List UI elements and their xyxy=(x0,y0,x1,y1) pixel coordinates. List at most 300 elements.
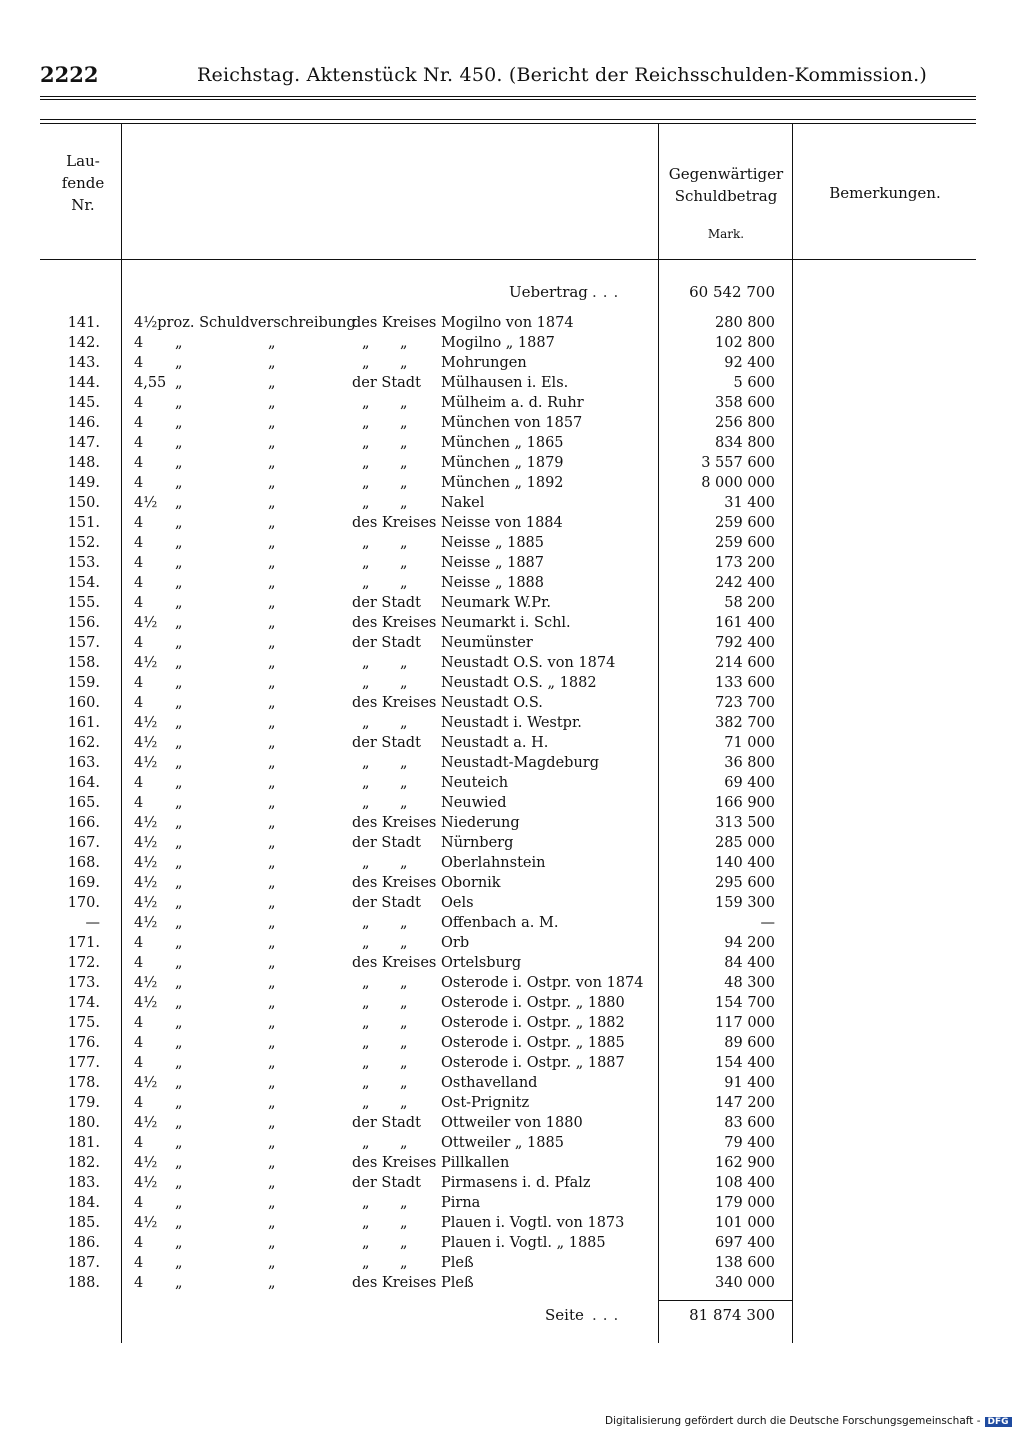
issuer-place: Neuteich xyxy=(441,775,509,791)
row-number: 162. xyxy=(67,735,100,751)
table-row xyxy=(0,553,1000,573)
ditto-mark: „ xyxy=(400,855,408,871)
ditto-mark: „ xyxy=(175,1015,183,1031)
ditto-mark: „ xyxy=(362,1015,370,1031)
ditto-mark: „ xyxy=(400,935,408,951)
ditto-mark: „ xyxy=(175,915,183,931)
ditto-mark: „ xyxy=(268,755,276,771)
issuer-place: Neisse „ 1885 xyxy=(441,535,545,551)
table-top-rule xyxy=(40,119,976,120)
table-row xyxy=(0,1253,1000,1273)
row-number: 181. xyxy=(67,1135,100,1151)
table-row xyxy=(0,733,1000,753)
interest-rate: 4½ xyxy=(134,715,158,731)
interest-rate: 4½ xyxy=(134,1155,158,1171)
leader-dots: ... xyxy=(592,283,625,301)
ditto-mark: „ xyxy=(175,395,183,411)
row-number: 143. xyxy=(67,355,100,371)
issuer-place: Pleß xyxy=(441,1255,474,1271)
table-row xyxy=(0,1213,1000,1233)
interest-rate: 4½ xyxy=(134,1175,158,1191)
issuer-place: Osterode i. Ostpr. „ 1885 xyxy=(441,1035,625,1051)
page-total-label: Seite xyxy=(545,1306,584,1324)
ditto-mark: „ xyxy=(175,355,183,371)
interest-rate: 4 xyxy=(134,1235,144,1251)
ditto-mark: „ xyxy=(362,775,370,791)
nr-header-line2: fende xyxy=(61,174,105,192)
ditto-mark: „ xyxy=(268,1255,276,1271)
ditto-mark: „ xyxy=(175,535,183,551)
ditto-mark: „ xyxy=(175,455,183,471)
row-number: 151. xyxy=(67,515,100,531)
row-number: 165. xyxy=(67,795,100,811)
debt-amount: 285 000 xyxy=(715,835,775,851)
table-row xyxy=(0,993,1000,1013)
column-header-nr xyxy=(48,150,118,216)
ditto-mark: „ xyxy=(268,595,276,611)
ditto-mark: „ xyxy=(268,1175,276,1191)
row-number: 183. xyxy=(67,1175,100,1191)
row-number: 154. xyxy=(67,575,100,591)
ditto-mark: „ xyxy=(400,435,408,451)
debt-amount: 69 400 xyxy=(724,775,775,791)
table-row xyxy=(0,753,1000,773)
column-header-remarks: Bemerkungen. xyxy=(829,184,941,202)
issuer-place: Orb xyxy=(441,935,470,951)
issuer-place: Pirmasens i. d. Pfalz xyxy=(441,1175,591,1191)
ditto-mark: „ xyxy=(175,495,183,511)
running-header xyxy=(0,62,1000,92)
interest-rate: 4 xyxy=(134,475,144,491)
ditto-mark: „ xyxy=(175,875,183,891)
ditto-mark: „ xyxy=(362,1075,370,1091)
ditto-mark: „ xyxy=(362,935,370,951)
row-number: 141. xyxy=(67,315,100,331)
table-row xyxy=(0,793,1000,813)
row-number: 153. xyxy=(67,555,100,571)
debt-amount: 259 600 xyxy=(715,535,775,551)
ditto-mark: „ xyxy=(400,775,408,791)
issuer-kind: des Kreises xyxy=(352,815,437,831)
issuer-place: Nürnberg xyxy=(441,835,514,851)
ditto-mark: „ xyxy=(268,735,276,751)
ditto-mark: „ xyxy=(362,655,370,671)
ditto-mark: „ xyxy=(268,915,276,931)
debt-amount: 58 200 xyxy=(724,595,775,611)
ditto-mark: „ xyxy=(362,1215,370,1231)
issuer-kind: der Stadt xyxy=(352,595,421,611)
interest-rate: 4 xyxy=(134,935,144,951)
debt-amount: 92 400 xyxy=(724,355,775,371)
ditto-mark: „ xyxy=(175,1035,183,1051)
row-number: 188. xyxy=(67,1275,100,1291)
ditto-mark: „ xyxy=(362,435,370,451)
ditto-mark: „ xyxy=(268,835,276,851)
interest-rate: 4½ xyxy=(134,1075,158,1091)
ditto-mark: „ xyxy=(268,1095,276,1111)
ditto-mark: „ xyxy=(175,1135,183,1151)
ditto-mark: „ xyxy=(400,755,408,771)
issuer-place: Pleß xyxy=(441,1275,474,1291)
issuer-kind: des Kreises xyxy=(352,1155,437,1171)
ditto-mark: „ xyxy=(175,1235,183,1251)
ditto-mark: „ xyxy=(175,375,183,391)
interest-rate: 4 xyxy=(134,955,144,971)
interest-rate: 4½ xyxy=(134,975,158,991)
debt-amount: 214 600 xyxy=(715,655,775,671)
issuer-place: Ost-Prignitz xyxy=(441,1095,530,1111)
debt-amount: 133 600 xyxy=(715,675,775,691)
interest-rate: 4½ xyxy=(134,895,158,911)
debt-amount: 94 200 xyxy=(724,935,775,951)
table-row xyxy=(0,713,1000,733)
issuer-kind: der Stadt xyxy=(352,635,421,651)
issuer-place: Neustadt O.S. xyxy=(441,695,543,711)
table-row xyxy=(0,673,1000,693)
issuer-place: Nakel xyxy=(441,495,485,511)
interest-rate: 4 xyxy=(134,775,144,791)
issuer-place: Osterode i. Ostpr. „ 1882 xyxy=(441,1015,625,1031)
table-row xyxy=(0,873,1000,893)
interest-rate: 4½proz. Schuldverschreibung xyxy=(134,315,356,331)
row-number: 148. xyxy=(67,455,100,471)
ditto-mark: „ xyxy=(400,675,408,691)
debt-amount: 723 700 xyxy=(715,695,775,711)
ditto-mark: „ xyxy=(362,715,370,731)
issuer-place: Neisse von 1884 xyxy=(441,515,563,531)
interest-rate: 4 xyxy=(134,795,144,811)
issuer-place: Neustadt i. Westpr. xyxy=(441,715,582,731)
row-number: 150. xyxy=(67,495,100,511)
ditto-mark: „ xyxy=(362,455,370,471)
ditto-mark: „ xyxy=(400,335,408,351)
table-row xyxy=(0,633,1000,653)
table-row xyxy=(0,653,1000,673)
interest-rate: 4 xyxy=(134,515,144,531)
issuer-place: München „ 1865 xyxy=(441,435,564,451)
ditto-mark: „ xyxy=(268,555,276,571)
debt-amount: 162 900 xyxy=(715,1155,775,1171)
total-rule xyxy=(658,1300,792,1301)
ditto-mark: „ xyxy=(268,375,276,391)
issuer-place: Ottweiler „ 1885 xyxy=(441,1135,564,1151)
ditto-mark: „ xyxy=(175,1075,183,1091)
interest-rate: 4½ xyxy=(134,495,158,511)
column-header-amount xyxy=(660,163,792,245)
ditto-mark: „ xyxy=(362,355,370,371)
debt-amount: 31 400 xyxy=(724,495,775,511)
ditto-mark: „ xyxy=(175,1175,183,1191)
ditto-mark: „ xyxy=(268,1235,276,1251)
ditto-mark: „ xyxy=(400,1235,408,1251)
ditto-mark: „ xyxy=(362,1055,370,1071)
ditto-mark: „ xyxy=(268,995,276,1011)
table-row xyxy=(0,393,1000,413)
ditto-mark: „ xyxy=(175,855,183,871)
ditto-mark: „ xyxy=(268,1195,276,1211)
table-row xyxy=(0,313,1000,333)
issuer-place: Plauen i. Vogtl. von 1873 xyxy=(441,1215,625,1231)
ditto-mark: „ xyxy=(362,995,370,1011)
interest-rate: 4 xyxy=(134,1095,144,1111)
row-number: 171. xyxy=(67,935,100,951)
ditto-mark: „ xyxy=(362,1135,370,1151)
interest-rate: 4½ xyxy=(134,655,158,671)
row-number: 147. xyxy=(67,435,100,451)
issuer-kind: des Kreises xyxy=(352,515,437,531)
interest-rate: 4 xyxy=(134,695,144,711)
issuer-kind: der Stadt xyxy=(352,1115,421,1131)
debt-amount: 8 000 000 xyxy=(701,475,775,491)
interest-rate: 4 xyxy=(134,575,144,591)
issuer-place: Osterode i. Ostpr. von 1874 xyxy=(441,975,644,991)
debt-amount: 834 800 xyxy=(715,435,775,451)
nr-header-line1: Lau- xyxy=(66,152,100,170)
ditto-mark: „ xyxy=(400,575,408,591)
issuer-place: Niederung xyxy=(441,815,520,831)
debt-amount: 117 000 xyxy=(715,1015,775,1031)
debt-amount: 89 600 xyxy=(724,1035,775,1051)
ditto-mark: „ xyxy=(268,655,276,671)
interest-rate: 4½ xyxy=(134,755,158,771)
row-number: 178. xyxy=(67,1075,100,1091)
debt-amount: 382 700 xyxy=(715,715,775,731)
interest-rate: 4 xyxy=(134,1195,144,1211)
issuer-place: Ottweiler von 1880 xyxy=(441,1115,583,1131)
debt-amount: 280 800 xyxy=(715,315,775,331)
carry-over-amount: 60 542 700 xyxy=(689,283,775,301)
interest-rate: 4,55 xyxy=(134,375,167,391)
page-total-amount: 81 874 300 xyxy=(689,1306,775,1324)
debt-amount: 179 000 xyxy=(715,1195,775,1211)
debt-amount: 259 600 xyxy=(715,515,775,531)
ditto-mark: „ xyxy=(175,555,183,571)
issuer-place: Mogilno von 1874 xyxy=(441,315,574,331)
ditto-mark: „ xyxy=(175,795,183,811)
ditto-mark: „ xyxy=(268,795,276,811)
ditto-mark: „ xyxy=(175,575,183,591)
ditto-mark: „ xyxy=(175,1255,183,1271)
ditto-mark: „ xyxy=(362,855,370,871)
row-number: 157. xyxy=(67,635,100,651)
ditto-mark: „ xyxy=(400,1135,408,1151)
interest-rate: 4 xyxy=(134,335,144,351)
row-number: 185. xyxy=(67,1215,100,1231)
table-row xyxy=(0,473,1000,493)
ditto-mark: „ xyxy=(268,1035,276,1051)
ditto-mark: „ xyxy=(362,1255,370,1271)
table-row xyxy=(0,373,1000,393)
ditto-mark: „ xyxy=(175,695,183,711)
interest-rate: 4 xyxy=(134,1015,144,1031)
interest-rate: 4½ xyxy=(134,1215,158,1231)
table-row xyxy=(0,1113,1000,1133)
table-row xyxy=(0,1073,1000,1093)
ditto-mark: „ xyxy=(175,955,183,971)
row-number: 161. xyxy=(67,715,100,731)
ditto-mark: „ xyxy=(175,895,183,911)
row-number: 159. xyxy=(67,675,100,691)
ditto-mark: „ xyxy=(362,975,370,991)
interest-rate: 4 xyxy=(134,1255,144,1271)
ditto-mark: „ xyxy=(268,1075,276,1091)
issuer-place: Mohrungen xyxy=(441,355,527,371)
issuer-place: Neumarkt i. Schl. xyxy=(441,615,571,631)
ditto-mark: „ xyxy=(268,715,276,731)
issuer-place: Neisse „ 1887 xyxy=(441,555,545,571)
issuer-place: Oberlahnstein xyxy=(441,855,546,871)
ditto-mark: „ xyxy=(268,695,276,711)
table-row xyxy=(0,853,1000,873)
row-number: 173. xyxy=(67,975,100,991)
interest-rate: 4½ xyxy=(134,835,158,851)
row-number: 177. xyxy=(67,1055,100,1071)
row-number: 163. xyxy=(67,755,100,771)
issuer-place: Neustadt a. H. xyxy=(441,735,549,751)
ditto-mark: „ xyxy=(175,1115,183,1131)
ditto-mark: „ xyxy=(400,995,408,1011)
row-number: 174. xyxy=(67,995,100,1011)
ditto-mark: „ xyxy=(400,1055,408,1071)
debt-amount: 48 300 xyxy=(724,975,775,991)
ditto-mark: „ xyxy=(362,795,370,811)
table-row xyxy=(0,413,1000,433)
ditto-mark: „ xyxy=(400,975,408,991)
ditto-mark: „ xyxy=(268,935,276,951)
table-row xyxy=(0,933,1000,953)
ditto-mark: „ xyxy=(268,535,276,551)
issuer-kind: der Stadt xyxy=(352,835,421,851)
table-row xyxy=(0,1273,1000,1293)
ditto-mark: „ xyxy=(268,955,276,971)
issuer-kind: des Kreises xyxy=(352,615,437,631)
ditto-mark: „ xyxy=(362,495,370,511)
interest-rate: 4 xyxy=(134,535,144,551)
table-row xyxy=(0,493,1000,513)
page-total-row xyxy=(0,1303,1000,1327)
issuer-place: Osterode i. Ostpr. „ 1887 xyxy=(441,1055,625,1071)
row-number: 144. xyxy=(67,375,100,391)
interest-rate: 4 xyxy=(134,675,144,691)
issuer-place: Pirna xyxy=(441,1195,481,1211)
ditto-mark: „ xyxy=(268,855,276,871)
debt-amount: 71 000 xyxy=(724,735,775,751)
debt-amount: 697 400 xyxy=(715,1235,775,1251)
row-number: 166. xyxy=(67,815,100,831)
table-row xyxy=(0,1013,1000,1033)
row-number: 182. xyxy=(67,1155,100,1171)
debt-amount: 340 000 xyxy=(715,1275,775,1291)
ditto-mark: „ xyxy=(268,895,276,911)
row-number: 169. xyxy=(67,875,100,891)
debt-amount: 79 400 xyxy=(724,1135,775,1151)
ditto-mark: „ xyxy=(268,435,276,451)
dfg-logo: DFG xyxy=(985,1417,1012,1427)
issuer-place: Neuwied xyxy=(441,795,507,811)
table-row xyxy=(0,1053,1000,1073)
issuer-place: Plauen i. Vogtl. „ 1885 xyxy=(441,1235,606,1251)
row-number: 156. xyxy=(67,615,100,631)
row-number: 175. xyxy=(67,1015,100,1031)
table-row xyxy=(0,533,1000,553)
interest-rate: 4½ xyxy=(134,855,158,871)
ditto-mark: „ xyxy=(362,555,370,571)
debt-amount: 102 800 xyxy=(715,335,775,351)
row-number: 179. xyxy=(67,1095,100,1111)
row-number: 168. xyxy=(67,855,100,871)
debt-amount: 792 400 xyxy=(715,635,775,651)
ditto-mark: „ xyxy=(400,535,408,551)
ditto-mark: „ xyxy=(362,1095,370,1111)
interest-rate: 4 xyxy=(134,435,144,451)
amount-header-line1: Gegenwärtiger xyxy=(668,165,784,183)
debt-amount: 154 400 xyxy=(715,1055,775,1071)
debt-amount: 84 400 xyxy=(724,955,775,971)
issuer-kind: der Stadt xyxy=(352,1175,421,1191)
ditto-mark: „ xyxy=(175,735,183,751)
row-number: 146. xyxy=(67,415,100,431)
row-number: — xyxy=(85,915,100,931)
interest-rate: 4½ xyxy=(134,875,158,891)
debt-amount: 159 300 xyxy=(715,895,775,911)
ditto-mark: „ xyxy=(175,755,183,771)
interest-rate: 4 xyxy=(134,395,144,411)
table-row xyxy=(0,353,1000,373)
ditto-mark: „ xyxy=(400,1035,408,1051)
table-top-rule-2 xyxy=(40,123,976,124)
ditto-mark: „ xyxy=(400,355,408,371)
ditto-mark: „ xyxy=(175,775,183,791)
header-rule-2 xyxy=(40,99,976,100)
issuer-place: Obornik xyxy=(441,875,501,891)
page-number: 2222 xyxy=(40,62,99,87)
row-number: 172. xyxy=(67,955,100,971)
debt-amount: 83 600 xyxy=(724,1115,775,1131)
ditto-mark: „ xyxy=(362,1235,370,1251)
issuer-kind: des Kreises xyxy=(352,695,437,711)
ditto-mark: „ xyxy=(362,575,370,591)
interest-rate: 4 xyxy=(134,1135,144,1151)
table-row xyxy=(0,1173,1000,1193)
ditto-mark: „ xyxy=(400,495,408,511)
debt-amount: 358 600 xyxy=(715,395,775,411)
ditto-mark: „ xyxy=(268,415,276,431)
table-row xyxy=(0,333,1000,353)
ditto-mark: „ xyxy=(175,815,183,831)
issuer-place: Offenbach a. M. xyxy=(441,915,559,931)
row-number: 145. xyxy=(67,395,100,411)
table-row xyxy=(0,773,1000,793)
ditto-mark: „ xyxy=(400,1195,408,1211)
debt-amount: 101 000 xyxy=(715,1215,775,1231)
issuer-place: Neustadt O.S. von 1874 xyxy=(441,655,616,671)
issuer-kind: der Stadt xyxy=(352,735,421,751)
issuer-place: Mogilno „ 1887 xyxy=(441,335,555,351)
table-row xyxy=(0,1233,1000,1253)
row-number: 176. xyxy=(67,1035,100,1051)
interest-rate: 4 xyxy=(134,1035,144,1051)
ditto-mark: „ xyxy=(400,415,408,431)
nr-header-line3: Nr. xyxy=(71,196,95,214)
table-row xyxy=(0,573,1000,593)
interest-rate: 4 xyxy=(134,1275,144,1291)
debt-amount: 147 200 xyxy=(715,1095,775,1111)
debt-amount: 295 600 xyxy=(715,875,775,891)
ditto-mark: „ xyxy=(400,1255,408,1271)
table-row xyxy=(0,1093,1000,1113)
table-row xyxy=(0,1133,1000,1153)
table-row xyxy=(0,453,1000,473)
